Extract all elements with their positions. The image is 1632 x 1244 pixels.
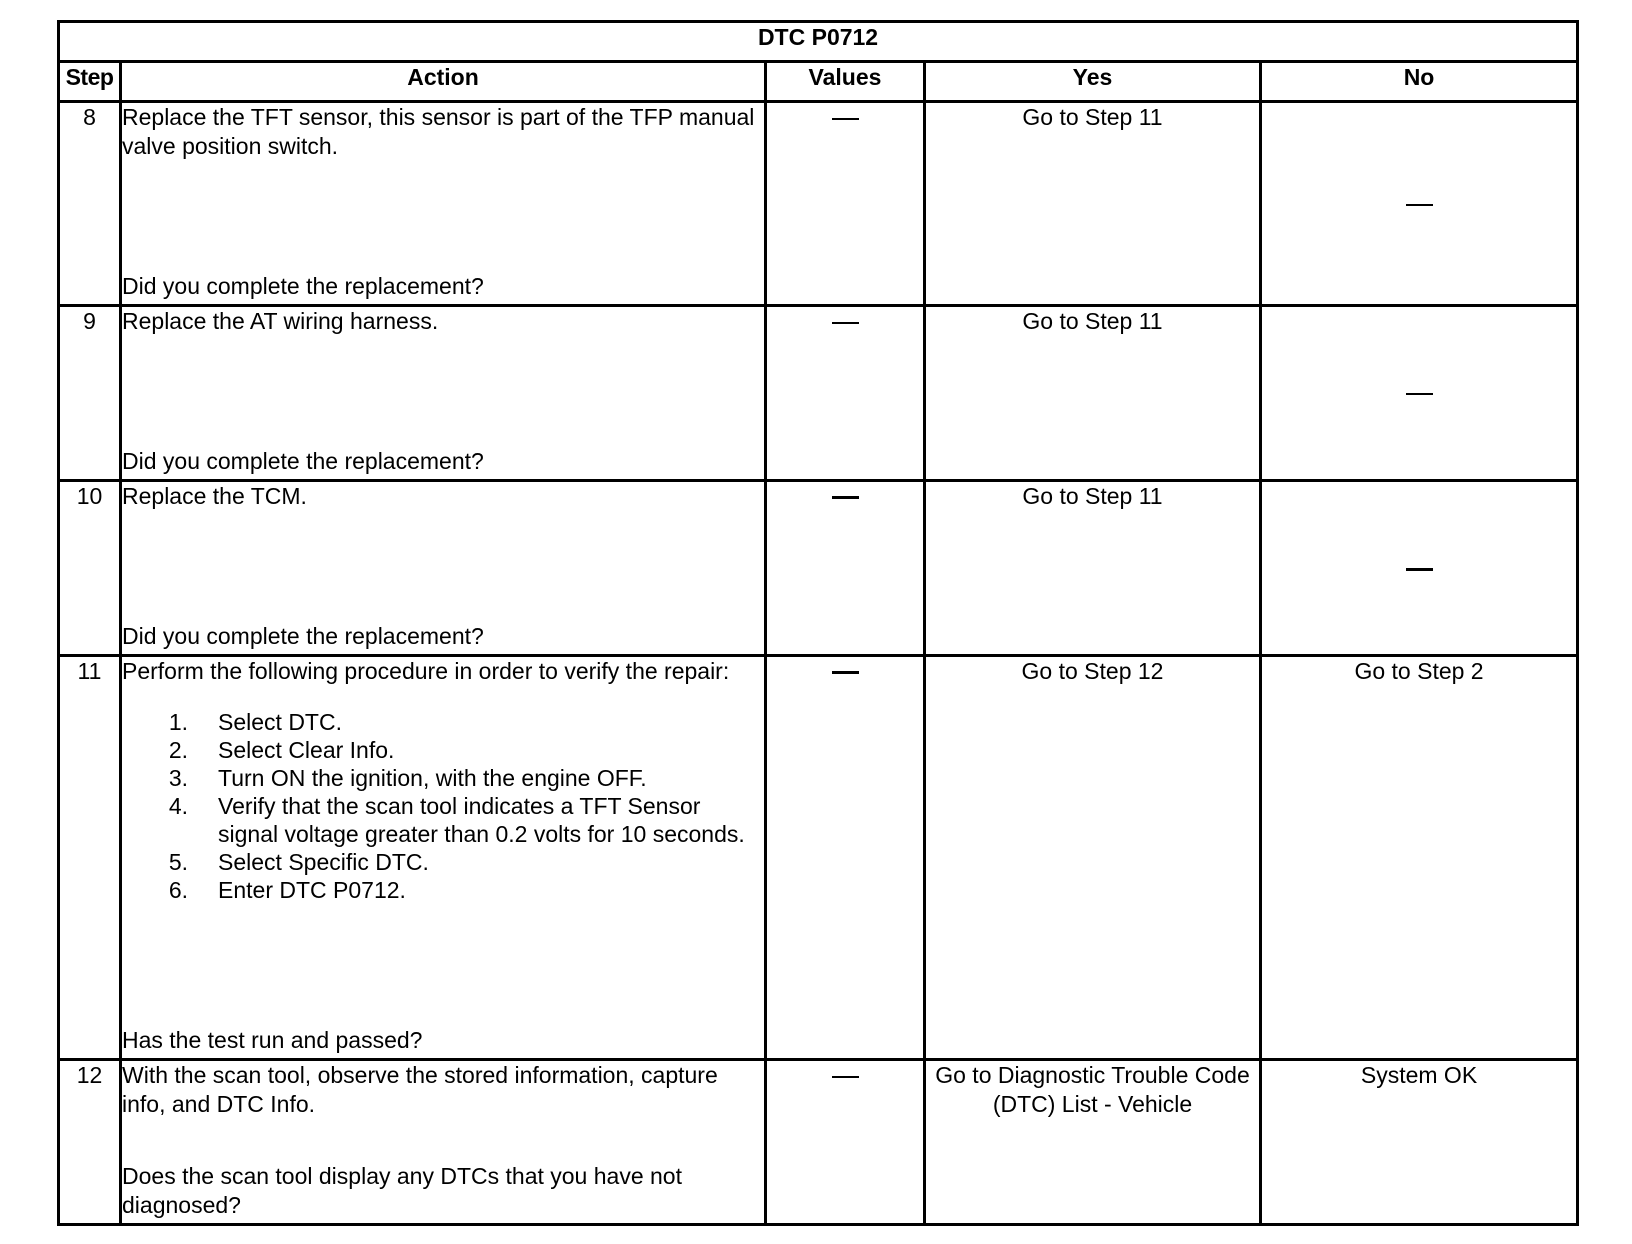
table-row xyxy=(59,656,1578,1060)
column-header-step: Step xyxy=(59,62,121,102)
values-cell xyxy=(766,481,925,656)
dash-mark xyxy=(832,496,859,499)
action-question: Did you complete the replacement? xyxy=(122,448,484,474)
action-question: Does the scan tool display any DTCs that you have not diagnosed? xyxy=(122,1163,682,1218)
action-cell xyxy=(121,306,766,481)
step-number: 11 xyxy=(59,656,121,1060)
action-intro: Perform the following procedure in order to verify the repair: xyxy=(122,658,730,684)
table-row xyxy=(59,102,1578,306)
dtc-table xyxy=(57,20,1579,1226)
dash-mark xyxy=(832,671,859,674)
no-cell: Go to Step 2 xyxy=(1261,656,1578,1060)
values-cell xyxy=(766,1060,925,1225)
table-title-row xyxy=(59,22,1578,62)
table-row xyxy=(59,481,1578,656)
values-cell xyxy=(766,656,925,1060)
table-row xyxy=(59,306,1578,481)
step-number: 8 xyxy=(59,102,121,306)
dash-mark xyxy=(832,1076,859,1078)
procedure-item: 6. Enter DTC P0712. xyxy=(168,877,406,903)
no-cell: System OK xyxy=(1261,1060,1578,1225)
step-number: 9 xyxy=(59,306,121,481)
table-row xyxy=(59,1060,1578,1225)
no-cell xyxy=(1261,102,1578,306)
column-header-values: Values xyxy=(766,62,925,102)
table-header-row xyxy=(59,62,1578,102)
column-header-action: Action xyxy=(121,62,766,102)
action-cell xyxy=(121,481,766,656)
procedure-item: 1. Select DTC. xyxy=(168,709,342,735)
action-intro: Replace the TFT sensor, this sensor is part of the TFP manual valve position switch. xyxy=(122,104,755,159)
no-cell xyxy=(1261,481,1578,656)
action-intro: Replace the AT wiring harness. xyxy=(122,308,439,334)
procedure-item: 5. Select Specific DTC. xyxy=(168,849,429,875)
procedure-list xyxy=(122,708,764,904)
no-cell xyxy=(1261,306,1578,481)
dash-mark xyxy=(1406,568,1433,571)
dash-mark xyxy=(832,322,859,324)
action-cell xyxy=(121,656,766,1060)
column-header-yes: Yes xyxy=(925,62,1261,102)
action-question: Did you complete the replacement? xyxy=(122,623,484,649)
step-number: 10 xyxy=(59,481,121,656)
action-cell xyxy=(121,1060,766,1225)
procedure-item: 3. Turn ON the ignition, with the engine OFF. xyxy=(168,765,647,791)
values-cell xyxy=(766,102,925,306)
column-header-no: No xyxy=(1261,62,1578,102)
procedure-item: 4. Verify that the scan tool indicates a TFT Sensor signal voltage greater than 0.2 volts for 10 seconds. xyxy=(168,793,745,847)
yes-cell: Go to Step 11 xyxy=(925,102,1261,306)
action-question: Did you complete the replacement? xyxy=(122,273,484,299)
yes-cell: Go to Step 11 xyxy=(925,481,1261,656)
yes-cell: Go to Step 11 xyxy=(925,306,1261,481)
dash-mark xyxy=(1406,204,1433,206)
action-question: Has the test run and passed? xyxy=(122,1027,423,1053)
yes-cell: Go to Step 12 xyxy=(925,656,1261,1060)
action-intro: With the scan tool, observe the stored information, capture info, and DTC Info. xyxy=(122,1062,718,1117)
values-cell xyxy=(766,306,925,481)
action-intro: Replace the TCM. xyxy=(122,483,307,509)
dash-mark xyxy=(832,118,859,120)
action-cell xyxy=(121,102,766,306)
yes-cell: Go to Diagnostic Trouble Code (DTC) List - Vehicle xyxy=(925,1060,1261,1225)
step-number: 12 xyxy=(59,1060,121,1225)
procedure-item: 2. Select Clear Info. xyxy=(168,737,395,763)
dash-mark xyxy=(1406,393,1433,395)
table-title: DTC P0712 xyxy=(59,22,1578,62)
